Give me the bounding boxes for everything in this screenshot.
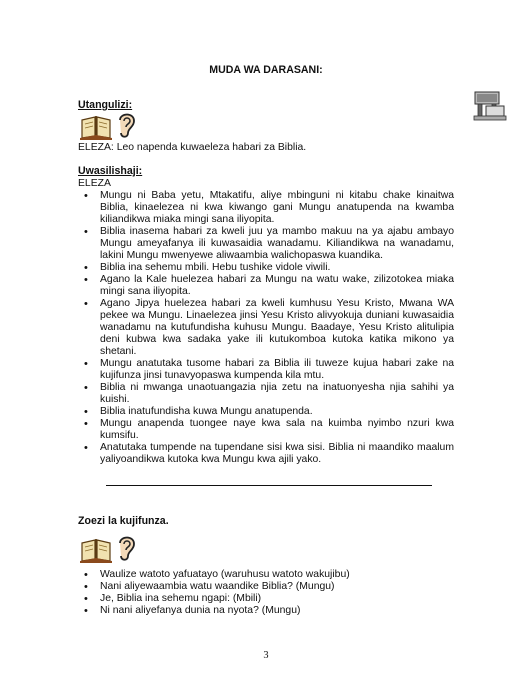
list-item: • Mungu anatutaka tusome habari za Biblia ili tuweze kujua habari zake na kujifunza jinsi tunavyopaswa kumpenda kila mtu. — [82, 358, 454, 382]
uwasilishaji-subheading: ELEZA — [78, 178, 111, 189]
uwasilishaji-heading: Uwasilishaji: — [78, 165, 143, 177]
list-item: • Anatutaka tumpende na tupendane sisi kwa sisi. Biblia ni maandiko maalum yaliyoandikwa kutoka kwa Mungu kwa ajili yako. — [82, 442, 454, 466]
list-item: • Biblia inasema habari za kweli juu ya mambo makuu na ya ajabu ambayo Mungu ameyafanya ili kuwasaidia wanadamu. Kiliandikwa na wanadamu, lakini Mungu mwenyewe aliwaambia walichopaswa kuandika. — [82, 226, 454, 262]
list-item: • Biblia inatufundisha kuwa Mungu anatupenda. — [82, 406, 454, 418]
list-item: • Agano Jipya huelezea habari za kweli kumhusu Yesu Kristo, Mwana WA pekee wa Mungu. Linaelezea jinsi Yesu Kristo alivyokuja duniani kuwasaidia wanadamu na kutufundisha kuhusu Mungu. Baadaye, Yesu Kristo alitulipia deni kubwa kwa sadaka yake ili kutukomboa kutoka katika mikono ya shetani. — [82, 298, 454, 358]
zoezi-heading: Zoezi la kujifunza. — [78, 515, 169, 527]
list-item: • Biblia ni mwanga unaotuangazia njia zetu na inatuonyesha njia sahihi ya kuishi. — [82, 382, 454, 406]
list-item: • Biblia ina sehemu mbili. Hebu tushike vidole viwili. — [82, 262, 454, 274]
list-item: • Mungu anapenda tuongee naye kwa sala na kuimba nyimbo nzuri kwa kumsifu. — [82, 418, 454, 442]
ear-icon — [114, 533, 138, 563]
list-item: • Nani aliyewaambia watu waandike Biblia? (Mungu) — [82, 581, 454, 593]
zoezi-list — [82, 569, 454, 617]
section-divider — [106, 485, 432, 486]
list-item: • Mungu ni Baba yetu, Mtakatifu, aliye mbinguni ni kitabu chake kinaitwa Biblia, kinaelezea ni kwa kiwango gani Mungu anatupenda na kwamba kiliandikwa miaka mingi sana iliyopita. — [82, 190, 454, 226]
utangulizi-text: ELEZA: Leo napenda kuwaeleza habari za Biblia. — [78, 142, 307, 153]
utangulizi-heading: Utangulizi: — [78, 99, 133, 111]
uwasilishaji-list — [82, 190, 454, 466]
page-number: 3 — [263, 650, 269, 661]
list-item: • Ni nani aliyefanya dunia na nyota? (Mungu) — [82, 605, 454, 617]
open-bible-icon — [80, 535, 112, 563]
classroom-desk-icon — [472, 88, 508, 122]
page-title: MUDA WA DARASANI: — [209, 64, 323, 76]
list-item: • Agano la Kale huelezea habari za Mungu na watu wake, zilizotokea miaka mingi sana iliyopita. — [82, 274, 454, 298]
ear-icon — [114, 110, 138, 140]
list-item: • Waulize watoto yafuatayo (waruhusu watoto wakujibu) — [82, 569, 454, 581]
list-item: • Je, Biblia ina sehemu ngapi: (Mbili) — [82, 593, 454, 605]
open-bible-icon — [80, 112, 112, 140]
